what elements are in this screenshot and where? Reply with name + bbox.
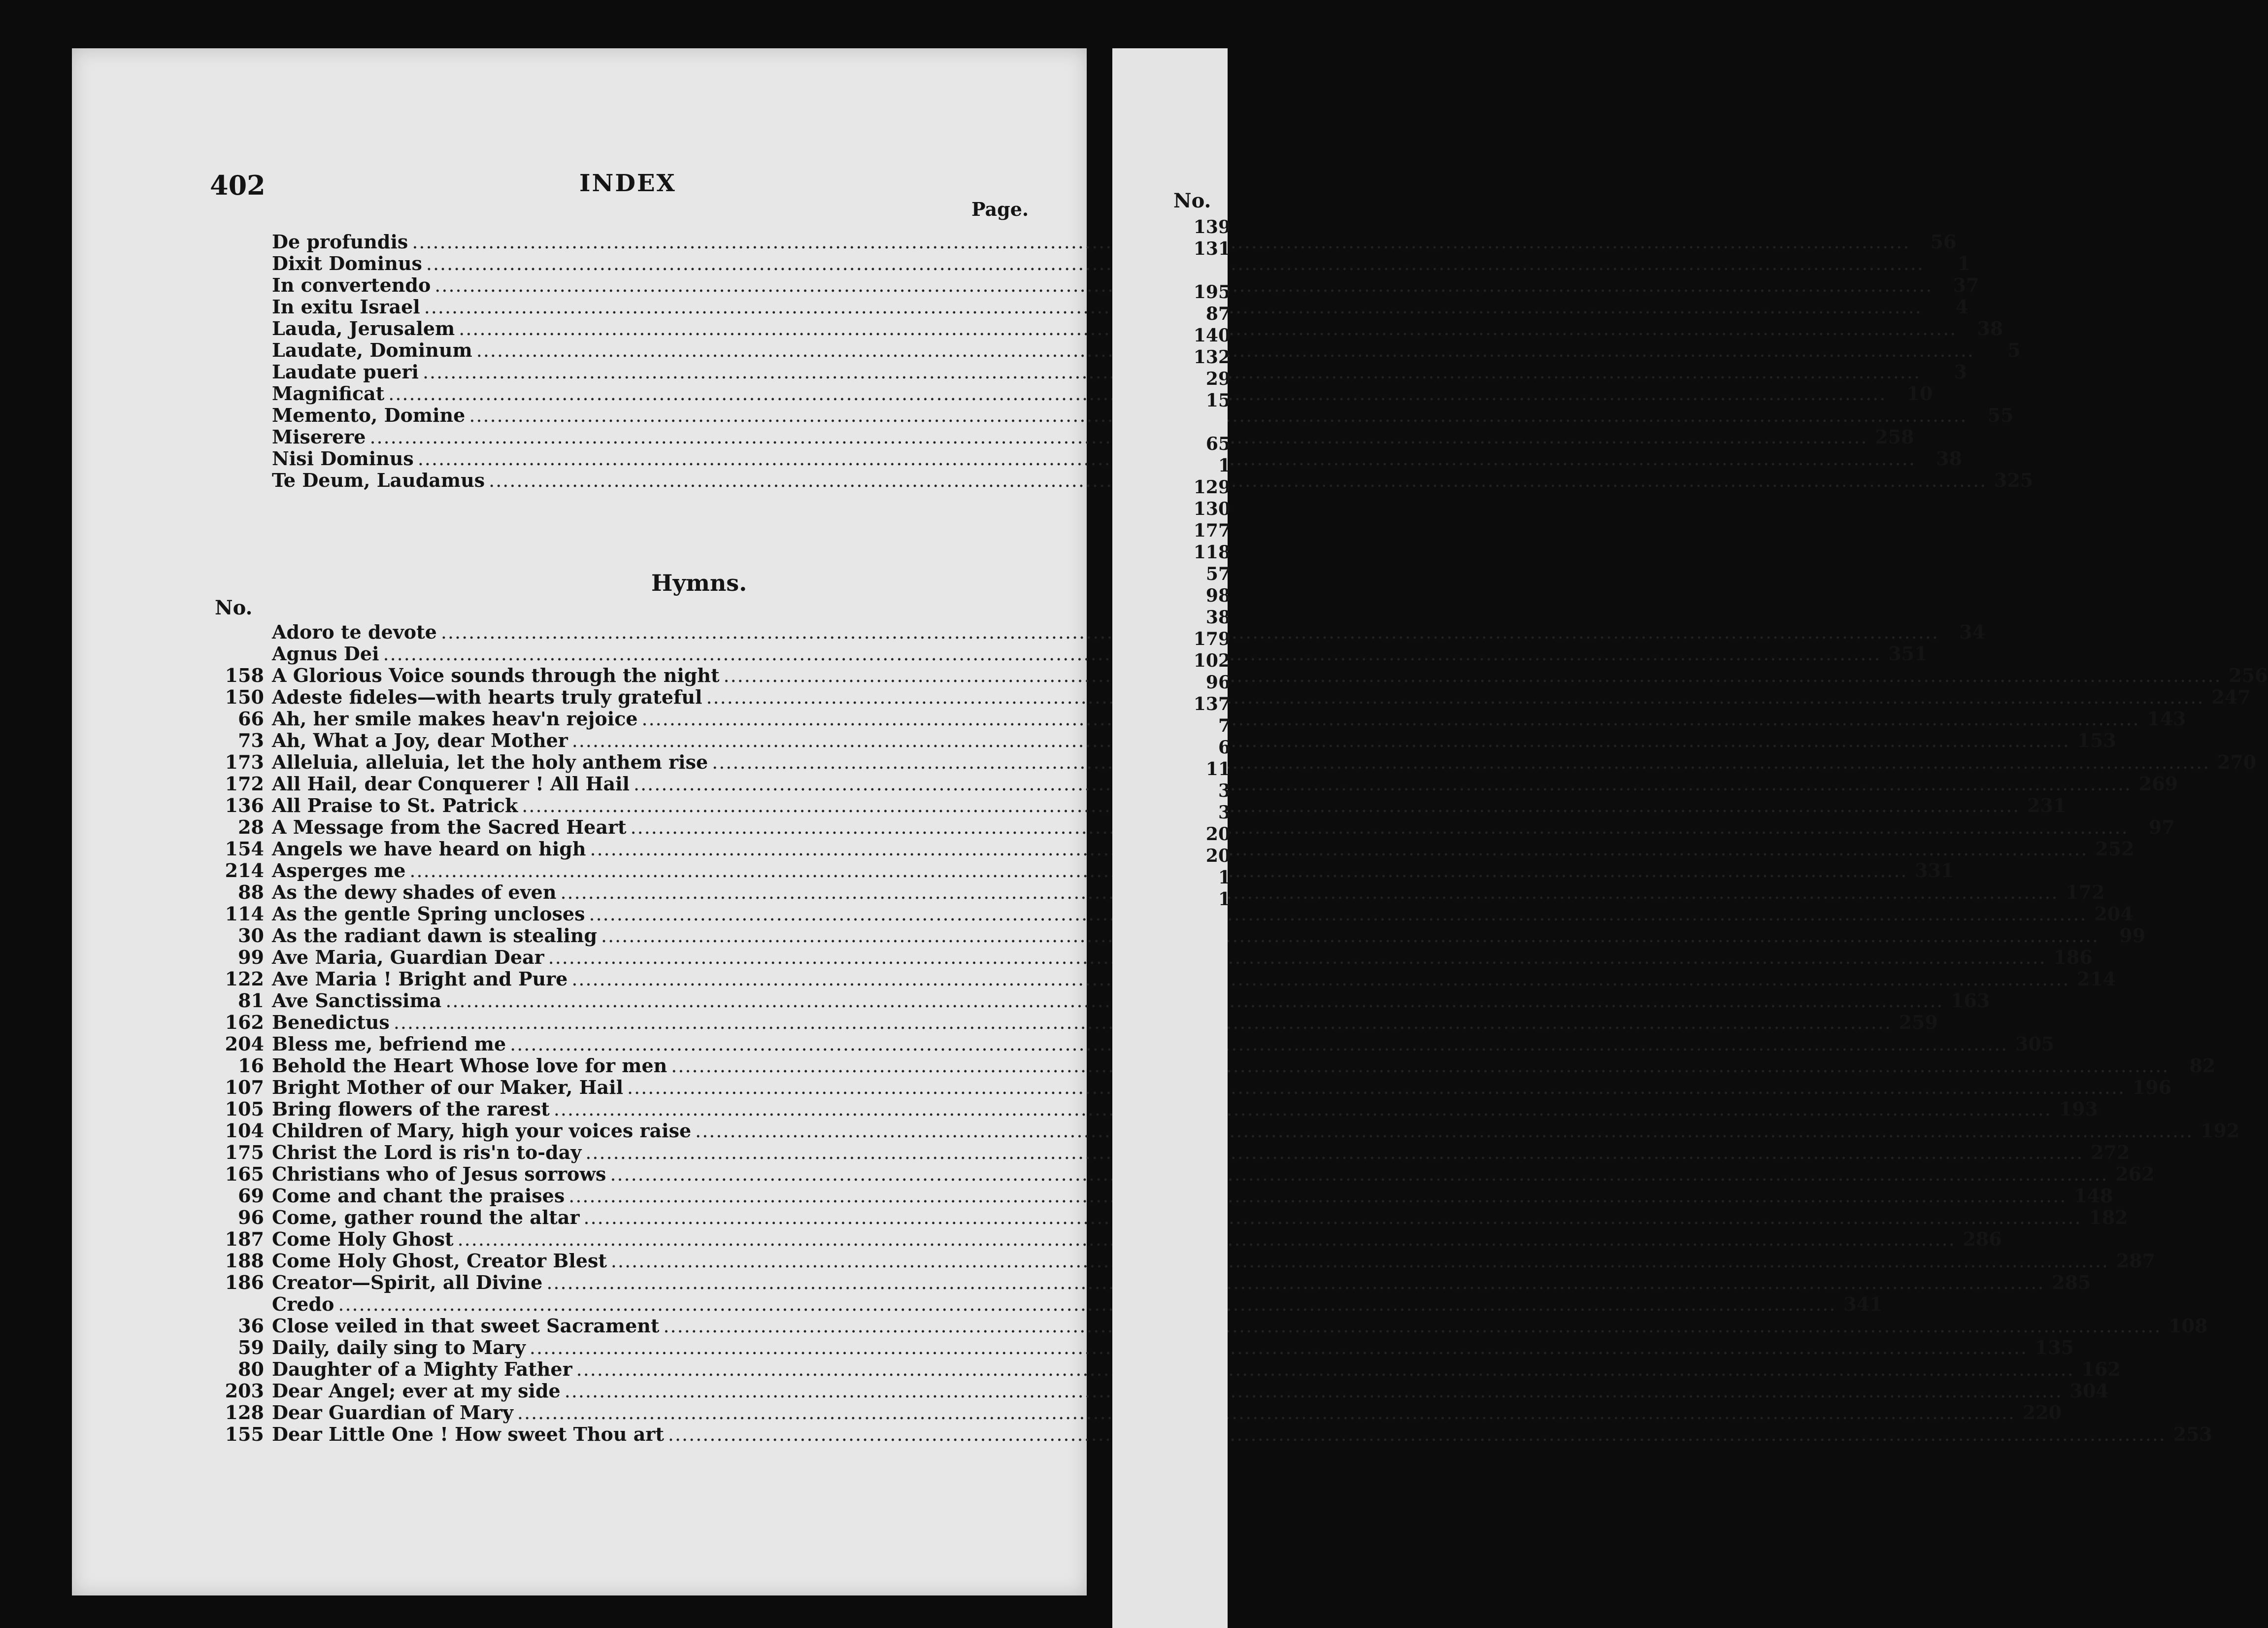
dot-leader bbox=[568, 1185, 2067, 1207]
dot-leader bbox=[590, 838, 2088, 860]
hymn-number: 88 bbox=[238, 881, 264, 903]
dot-leader bbox=[548, 947, 2046, 968]
facing-page-number: 7 bbox=[1218, 715, 1231, 736]
entry-page-number: 286 bbox=[1963, 1228, 2002, 1250]
entry-title: Laudate, Dominum bbox=[272, 339, 472, 361]
dot-leader bbox=[585, 1142, 2083, 1163]
number-column-label: No. bbox=[215, 596, 253, 619]
entry-page-number: 172 bbox=[2066, 881, 2105, 903]
facing-page-edge bbox=[1112, 48, 1231, 1628]
index-entry bbox=[215, 794, 2067, 816]
hymn-number: 36 bbox=[238, 1315, 264, 1337]
dot-leader bbox=[663, 1315, 2161, 1337]
hymn-number: 128 bbox=[225, 1401, 264, 1424]
entry-title: De profundis bbox=[272, 231, 408, 253]
dot-leader bbox=[571, 968, 2069, 990]
index-entry bbox=[215, 1315, 2208, 1337]
entry-page-number: 3 bbox=[1954, 361, 1968, 383]
entry-page-number: 186 bbox=[2053, 946, 2093, 968]
facing-page-number: 20 bbox=[1205, 846, 1231, 866]
entry-title: Adoro te devote bbox=[272, 621, 437, 643]
dot-leader bbox=[554, 1098, 2052, 1120]
entry-page-number: 5 bbox=[2007, 339, 2021, 361]
entry-page-number: 55 bbox=[1987, 404, 2014, 426]
index-entry bbox=[215, 1293, 1883, 1315]
dot-leader bbox=[576, 1358, 2074, 1380]
hymn-number: 172 bbox=[225, 773, 264, 795]
hymn-number: 165 bbox=[225, 1163, 264, 1185]
index-entry bbox=[215, 924, 2146, 947]
hymn-number: 186 bbox=[225, 1271, 264, 1293]
dot-leader bbox=[706, 686, 2204, 708]
entry-page-number: 1 bbox=[1957, 252, 1970, 274]
facing-page-number: 102 bbox=[1193, 650, 1231, 671]
hymn-number: 203 bbox=[225, 1380, 264, 1402]
facing-page-number: 1 bbox=[1218, 889, 1231, 910]
hymn-number: 16 bbox=[238, 1054, 264, 1077]
index-entry bbox=[215, 1401, 2062, 1424]
entry-title: Dear Angel; ever at my side bbox=[272, 1380, 561, 1402]
hymn-number: 175 bbox=[225, 1141, 264, 1163]
facing-page-number: 1 bbox=[1218, 867, 1231, 888]
facing-page-number: 98 bbox=[1205, 585, 1231, 606]
hymn-number: 158 bbox=[225, 664, 264, 686]
index-entry bbox=[215, 1206, 2128, 1228]
hymn-number: 69 bbox=[238, 1185, 264, 1207]
entry-title: Children of Mary, high your voices raise bbox=[272, 1119, 692, 1142]
index-entry bbox=[215, 1076, 2172, 1098]
hymn-number: 80 bbox=[238, 1358, 264, 1380]
entry-page-number: 258 bbox=[1875, 426, 1914, 448]
entry-page-number: 220 bbox=[2022, 1401, 2062, 1424]
entry-page-number: 272 bbox=[2091, 1141, 2130, 1163]
dot-leader bbox=[530, 1337, 2028, 1358]
entry-title: Ave Maria ! Bright and Pure bbox=[272, 968, 568, 990]
entry-title: Dixit Dominus bbox=[272, 252, 422, 274]
entry-title: As the radiant dawn is stealing bbox=[272, 924, 598, 947]
entry-title: Come Holy Ghost, Creator Blest bbox=[272, 1250, 607, 1272]
entry-page-number: 37 bbox=[1953, 274, 1979, 296]
entry-title: Agnus Dei bbox=[272, 643, 379, 665]
facing-page-number: 140 bbox=[1193, 325, 1231, 346]
entry-title: Te Deum, Laudamus bbox=[272, 469, 485, 491]
dot-leader bbox=[724, 665, 2222, 686]
facing-page-number-label: No. bbox=[1173, 189, 1211, 212]
dot-leader bbox=[634, 773, 2132, 795]
entry-page-number: 341 bbox=[1843, 1293, 1883, 1315]
facing-page-number: 131 bbox=[1193, 238, 1231, 259]
hymn-number: 73 bbox=[238, 729, 264, 751]
hymn-number: 162 bbox=[225, 1011, 264, 1033]
index-entry bbox=[215, 968, 2116, 990]
facing-page-number: 1 bbox=[1218, 455, 1231, 476]
facing-page-number: 15 bbox=[1205, 390, 1231, 411]
hymn-number: 104 bbox=[225, 1119, 264, 1142]
index-entry bbox=[215, 989, 1990, 1012]
entry-page-number: 269 bbox=[2138, 773, 2178, 795]
hymn-number: 28 bbox=[238, 816, 264, 838]
entry-title: Adeste fideles—with hearts truly grateful bbox=[272, 686, 702, 708]
entry-title: In exitu Israel bbox=[272, 296, 420, 318]
entry-page-number: 252 bbox=[2095, 838, 2135, 860]
entry-title: Christians who of Jesus sorrows bbox=[272, 1163, 606, 1185]
entry-title: In convertendo bbox=[272, 274, 431, 296]
entry-page-number: 193 bbox=[2059, 1098, 2098, 1120]
index-entry bbox=[215, 946, 2093, 968]
entry-page-number: 259 bbox=[1899, 1011, 1938, 1033]
dot-leader bbox=[631, 816, 2129, 838]
entry-title: Angels we have heard on high bbox=[272, 838, 586, 860]
page-column-label: Page. bbox=[971, 198, 1029, 220]
entry-page-number: 287 bbox=[2116, 1250, 2156, 1272]
page-number: 402 bbox=[210, 170, 266, 201]
index-entry bbox=[215, 1336, 2074, 1358]
entry-title: Ave Sanctissima bbox=[272, 989, 442, 1012]
hymn-number: 214 bbox=[225, 859, 264, 882]
dot-leader bbox=[610, 1163, 2108, 1185]
entry-title: All Praise to St. Patrick bbox=[272, 794, 518, 816]
dot-leader bbox=[489, 470, 1987, 491]
entry-page-number: 351 bbox=[1888, 643, 1928, 665]
entry-title: Credo bbox=[272, 1293, 334, 1315]
hymn-number: 154 bbox=[225, 838, 264, 860]
dot-leader bbox=[517, 1402, 2015, 1424]
dot-leader bbox=[510, 1033, 2008, 1055]
entry-page-number: 163 bbox=[1951, 989, 1990, 1012]
page-header bbox=[72, 170, 1087, 214]
index-entry bbox=[215, 1163, 2155, 1185]
dot-leader bbox=[642, 708, 2140, 730]
entry-title: Bring flowers of the rarest bbox=[272, 1098, 550, 1120]
hymn-number: 150 bbox=[225, 686, 264, 708]
entry-title: Ave Maria, Guardian Dear bbox=[272, 946, 544, 968]
dot-leader bbox=[584, 1207, 2082, 1228]
entry-page-number: 153 bbox=[2077, 729, 2116, 751]
hymn-number: 188 bbox=[225, 1250, 264, 1272]
hymn-number: 105 bbox=[225, 1098, 264, 1120]
entry-page-number: 262 bbox=[2115, 1163, 2155, 1185]
facing-page-number: 179 bbox=[1193, 629, 1231, 649]
dot-leader bbox=[611, 1250, 2109, 1272]
entry-page-number: 247 bbox=[2211, 686, 2251, 708]
entry-title: All Hail, dear Conquerer ! All Hail bbox=[272, 773, 630, 795]
entry-page-number: 34 bbox=[1959, 621, 1985, 643]
hymn-number: 99 bbox=[238, 946, 264, 968]
hymn-number: 107 bbox=[225, 1076, 264, 1098]
hymn-number: 30 bbox=[238, 924, 264, 947]
index-entry bbox=[215, 1380, 2109, 1402]
dot-leader bbox=[712, 751, 2210, 773]
entry-page-number: 10 bbox=[1906, 382, 1933, 405]
hymn-number: 173 bbox=[225, 751, 264, 773]
entry-page-number: 82 bbox=[2189, 1054, 2216, 1077]
index-entry bbox=[215, 1119, 2240, 1142]
entry-page-number: 4 bbox=[1955, 296, 1968, 318]
entry-title: Miserere bbox=[272, 426, 366, 448]
page-title: INDEX bbox=[579, 170, 676, 197]
entry-page-number: 196 bbox=[2132, 1076, 2172, 1098]
entry-title: Bright Mother of our Maker, Hail bbox=[272, 1076, 624, 1098]
entry-page-number: 56 bbox=[1930, 231, 1957, 253]
index-entry bbox=[215, 708, 2186, 730]
index-entry bbox=[215, 447, 1962, 470]
facing-page-number: 177 bbox=[1193, 520, 1231, 541]
dot-leader bbox=[627, 1077, 2125, 1098]
hymn-number: 96 bbox=[238, 1206, 264, 1228]
hymn-number: 204 bbox=[225, 1033, 264, 1055]
entry-page-number: 99 bbox=[2119, 924, 2146, 947]
entry-page-number: 204 bbox=[2094, 903, 2134, 925]
entry-page-number: 331 bbox=[1915, 859, 1954, 882]
entry-title: Close veiled in that sweet Sacrament bbox=[272, 1315, 660, 1337]
index-entry bbox=[215, 252, 1970, 274]
dot-leader bbox=[565, 1380, 2063, 1402]
facing-page-number: 130 bbox=[1193, 499, 1231, 519]
index-entry bbox=[215, 881, 2105, 903]
index-entry bbox=[215, 1185, 2113, 1207]
dot-leader bbox=[560, 882, 2058, 903]
facing-page-number: 137 bbox=[1193, 694, 1231, 714]
dot-leader bbox=[338, 1293, 1836, 1315]
index-entry bbox=[215, 1033, 2055, 1055]
entry-title: Lauda, Jerusalem bbox=[272, 317, 455, 339]
facing-page-number: 20 bbox=[1205, 824, 1231, 845]
index-entry bbox=[215, 1358, 2121, 1380]
facing-page-number: 132 bbox=[1193, 347, 1231, 368]
dot-leader bbox=[572, 730, 2070, 751]
facing-page-number: 38 bbox=[1205, 607, 1231, 628]
entry-title: Nisi Dominus bbox=[272, 447, 414, 470]
entry-title: Alleluia, alleluia, let the holy anthem rise bbox=[272, 751, 708, 773]
entry-title: Laudate pueri bbox=[272, 361, 419, 383]
index-entry bbox=[215, 1011, 1938, 1033]
index-entry bbox=[215, 1141, 2130, 1163]
entry-page-number: 97 bbox=[2148, 816, 2175, 838]
facing-page-number: 3 bbox=[1218, 802, 1231, 823]
entry-page-number: 325 bbox=[1994, 469, 2034, 491]
index-entry bbox=[215, 1250, 2156, 1272]
entry-page-number: 135 bbox=[2035, 1336, 2074, 1358]
facing-page-number: 6 bbox=[1218, 737, 1231, 758]
entry-page-number: 108 bbox=[2168, 1315, 2208, 1337]
dot-leader bbox=[668, 1424, 2166, 1445]
entry-page-number: 304 bbox=[2069, 1380, 2109, 1402]
facing-page-number: 139 bbox=[1193, 217, 1231, 237]
entry-title: Creator—Spirit, all Divine bbox=[272, 1271, 543, 1293]
entry-title: Come, gather round the altar bbox=[272, 1206, 580, 1228]
entry-title: Dear Guardian of Mary bbox=[272, 1401, 513, 1424]
index-entry bbox=[215, 859, 1954, 882]
hymn-number: 81 bbox=[238, 989, 264, 1012]
entry-title: As the gentle Spring uncloses bbox=[272, 903, 585, 925]
facing-page-number: 129 bbox=[1193, 477, 1231, 498]
dot-leader bbox=[695, 1120, 2193, 1142]
entry-page-number: 192 bbox=[2200, 1119, 2240, 1142]
entry-title: Dear Little One ! How sweet Thou art bbox=[272, 1423, 664, 1445]
entry-title: As the dewy shades of even bbox=[272, 881, 557, 903]
dot-leader bbox=[589, 903, 2087, 925]
entry-title: Memento, Domine bbox=[272, 404, 466, 426]
dot-leader bbox=[671, 1055, 2169, 1077]
index-entry bbox=[215, 1098, 2098, 1120]
dot-leader bbox=[601, 925, 2099, 947]
facing-page-number: 118 bbox=[1193, 542, 1231, 563]
dot-leader bbox=[546, 1272, 2044, 1293]
hymn-number: 114 bbox=[225, 903, 264, 925]
facing-page-number: 65 bbox=[1205, 434, 1231, 454]
entry-title: Come and chant the praises bbox=[272, 1185, 565, 1207]
hymn-number: 155 bbox=[225, 1423, 264, 1445]
hymn-number: 66 bbox=[238, 708, 264, 730]
index-entry bbox=[215, 1423, 2212, 1445]
entry-title: Behold the Heart Whose love for men bbox=[272, 1054, 667, 1077]
facing-page-number: 57 bbox=[1205, 564, 1231, 584]
entry-page-number: 38 bbox=[1977, 317, 2003, 339]
entry-page-number: 148 bbox=[2074, 1185, 2113, 1207]
facing-page-number: 11 bbox=[1205, 759, 1231, 780]
hymn-number: 59 bbox=[238, 1336, 264, 1358]
entry-page-number: 253 bbox=[2173, 1423, 2212, 1445]
facing-page-number: 29 bbox=[1205, 369, 1231, 389]
entry-page-number: 38 bbox=[1936, 447, 1962, 470]
entry-page-number: 162 bbox=[2081, 1358, 2121, 1380]
entry-title: Christ the Lord is ris'n to-day bbox=[272, 1141, 582, 1163]
hymn-number: 187 bbox=[225, 1228, 264, 1250]
entry-page-number: 270 bbox=[2217, 751, 2257, 773]
entry-page-number: 143 bbox=[2147, 708, 2186, 730]
facing-page-number: 96 bbox=[1205, 672, 1231, 693]
hymn-number: 122 bbox=[225, 968, 264, 990]
hymns-heading: Hymns. bbox=[651, 570, 747, 596]
index-entry bbox=[215, 1054, 2216, 1077]
index-entry bbox=[215, 1228, 2002, 1250]
entry-page-number: 305 bbox=[2015, 1033, 2055, 1055]
facing-page-number: 3 bbox=[1218, 780, 1231, 801]
index-entry bbox=[215, 404, 2014, 426]
entry-title: Daughter of a Mighty Father bbox=[272, 1358, 572, 1380]
entry-page-number: 256 bbox=[2229, 664, 2268, 686]
dot-leader bbox=[522, 795, 2020, 816]
index-entry bbox=[215, 773, 2178, 795]
entry-title: A Message from the Sacred Heart bbox=[272, 816, 627, 838]
facing-page-number: 87 bbox=[1205, 304, 1231, 324]
index-entry bbox=[215, 1271, 2091, 1293]
entry-title: Daily, daily sing to Mary bbox=[272, 1336, 526, 1358]
index-entry bbox=[215, 729, 2116, 751]
entry-title: Benedictus bbox=[272, 1011, 390, 1033]
facing-page-number: 195 bbox=[1193, 282, 1231, 303]
entry-page-number: 285 bbox=[2052, 1271, 2091, 1293]
entry-title: Ah, What a Joy, dear Mother bbox=[272, 729, 568, 751]
entry-title: Come Holy Ghost bbox=[272, 1228, 454, 1250]
index-entry bbox=[215, 903, 2134, 925]
entry-title: Asperges me bbox=[272, 859, 406, 882]
entry-title: Bless me, befriend me bbox=[272, 1033, 506, 1055]
entry-page-number: 214 bbox=[2077, 968, 2116, 990]
entry-title: A Glorious Voice sounds through the night bbox=[272, 664, 720, 686]
entry-page-number: 231 bbox=[2027, 794, 2067, 816]
entry-page-number: 182 bbox=[2089, 1206, 2128, 1228]
entry-title: Magnificat bbox=[272, 382, 385, 405]
hymn-number: 136 bbox=[225, 794, 264, 816]
entry-title: Ah, her smile makes heav'n rejoice bbox=[272, 708, 638, 730]
